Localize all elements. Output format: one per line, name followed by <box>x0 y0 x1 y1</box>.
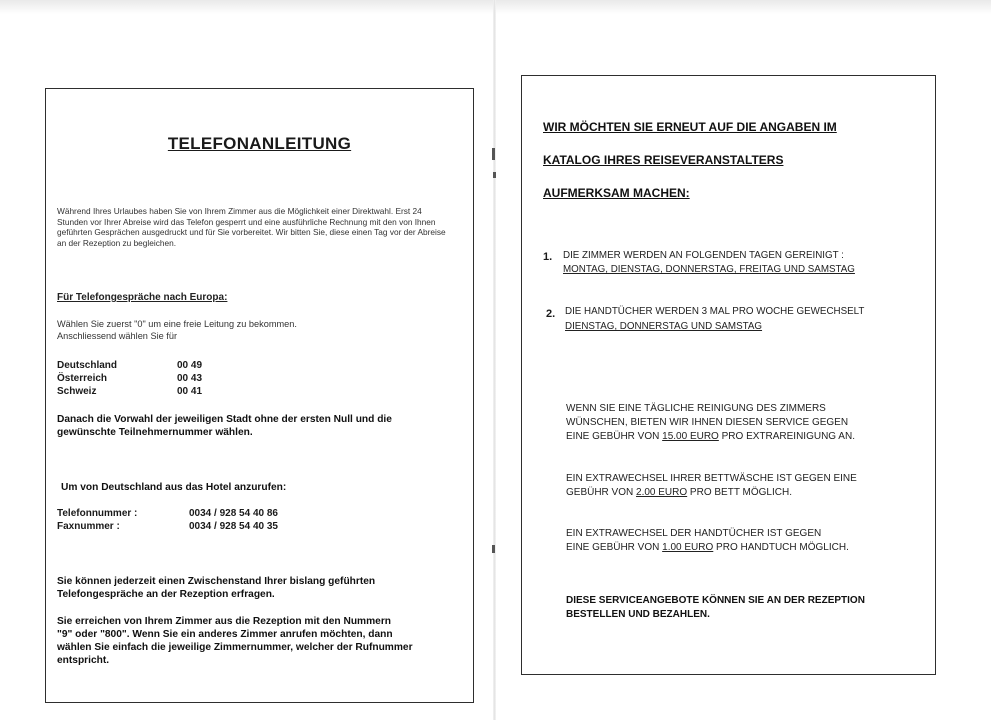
staple-mark <box>492 545 495 553</box>
balance-line: Telefongespräche an der Rezeption erfragen. <box>57 589 275 600</box>
vorwahl-line: gewünschte Teilnehmernummer wählen. <box>57 427 253 438</box>
contact-label: Faxnummer : <box>57 521 120 532</box>
price: 2.00 EURO <box>636 487 688 498</box>
contact-number: 0034 / 928 54 40 35 <box>189 521 278 532</box>
list-number: 2. <box>546 308 556 320</box>
reception-line: "9" oder "800". Wenn Sie ein anderes Zimmer anrufen möchten, dann <box>57 629 393 640</box>
country-row <box>57 385 202 398</box>
towel-change-days: DIENSTAG, DONNERSTAG UND SAMSTAG <box>565 321 763 332</box>
country-name: Deutschland <box>57 360 118 371</box>
dial-instruction-line: Wählen Sie zuerst "0" um eine freie Leitung zu bekommen. <box>57 319 297 329</box>
page-fold <box>493 0 496 720</box>
notice-heading: AUFMERKSAM MACHEN: <box>543 186 690 200</box>
reception-line: entspricht. <box>57 655 110 666</box>
notice-heading: WIR MÖCHTEN SIE ERNEUT AUF DIE ANGABEN IM <box>543 120 837 134</box>
final-note-line: BESTELLEN UND BEZAHLEN. <box>566 609 710 620</box>
telephone-instructions-page <box>45 88 474 703</box>
towel-extra-line: EIN EXTRAWECHSEL DER HANDTÜCHER IST GEGEN <box>566 528 822 539</box>
cleaning-days-text: DIE ZIMMER WERDEN AN FOLGENDEN TAGEN GEREINIGT : <box>563 250 844 261</box>
hotel-contact-table <box>57 507 278 533</box>
towel-change-text: DIE HANDTÜCHER WERDEN 3 MAL PRO WOCHE GEWECHSELT <box>565 306 865 317</box>
contact-row <box>57 520 278 533</box>
reception-line: Sie erreichen von Ihrem Zimmer aus die Rezeption mit den Nummern <box>57 616 392 627</box>
final-note-line: DIESE SERVICEANGEBOTE KÖNNEN SIE AN DER REZEPTION <box>566 595 865 606</box>
contact-label: Telefonnummer : <box>57 508 138 519</box>
contact-number: 0034 / 928 54 40 86 <box>189 508 278 519</box>
from-germany-heading: Um von Deutschland aus das Hotel anzurufen: <box>61 482 287 493</box>
page-title: TELEFONANLEITUNG <box>167 134 352 153</box>
balance-line: Sie können jederzeit einen Zwischenstand Ihrer bislang geführten <box>57 576 376 587</box>
country-row <box>57 372 202 385</box>
notice-heading: KATALOG IHRES REISEVERANSTALTERS <box>543 153 784 167</box>
vorwahl-line: Danach die Vorwahl der jeweiligen Stadt ohne der ersten Null und die <box>57 414 392 425</box>
dial-instruction-line: Anschliessend wählen Sie für <box>57 331 178 341</box>
housekeeping-notice-page <box>521 75 936 675</box>
bed-linen-line: EIN EXTRAWECHSEL IHRER BETTWÄSCHE IST GEGEN EINE <box>566 473 857 484</box>
country-code: 00 43 <box>177 373 203 384</box>
country-name: Österreich <box>57 373 108 384</box>
country-code-table <box>57 359 202 398</box>
staple-mark <box>492 148 495 160</box>
daily-cleaning-line: EINE GEBÜHR VON 15.00 EURO PRO EXTRAREINIGUNG AN. <box>566 431 855 442</box>
staple-mark <box>493 172 496 178</box>
list-number: 1. <box>543 251 553 263</box>
daily-cleaning-line: WÜNSCHEN, BIETEN WIR IHNEN DIESEN SERVICE GEGEN <box>566 417 849 428</box>
reception-line: wählen Sie einfach die jeweilige Zimmernummer, welcher der Rufnummer <box>57 642 413 653</box>
europe-heading: Für Telefongespräche nach Europa: <box>57 292 228 303</box>
daily-cleaning-line: WENN SIE EINE TÄGLICHE REINIGUNG DES ZIMMERS <box>566 403 826 414</box>
country-row <box>57 359 202 372</box>
country-code: 00 49 <box>177 360 203 371</box>
bed-linen-line: GEBÜHR VON 2.00 EURO PRO BETT MÖGLICH. <box>566 487 792 498</box>
country-name: Schweiz <box>57 386 97 397</box>
price: 1.00 EURO <box>662 542 714 553</box>
country-code: 00 41 <box>177 386 203 397</box>
cleaning-days-list: MONTAG, DIENSTAG, DONNERSTAG, FREITAG UND SAMSTAG <box>563 264 855 275</box>
price: 15.00 EURO <box>662 431 719 442</box>
towel-extra-line: EINE GEBÜHR VON 1.00 EURO PRO HANDTUCH MÖGLICH. <box>566 542 849 553</box>
intro-paragraph: Während Ihres Urlaubes haben Sie von Ihrem Zimmer aus die Möglichkeit einer Direktwahl. Erst 24 Stunden vor Ihrer Abreise wird das Telefon gesperrt und eine ausführliche Rechnung mit den von Ihnen geführten Gesprächen ausgedruckt und für Sie vorbereitet. Wir bitten Sie, diese einen Tag vor der Abreise an der Rezeption zu begleichen. <box>57 206 446 248</box>
contact-row <box>57 507 278 520</box>
